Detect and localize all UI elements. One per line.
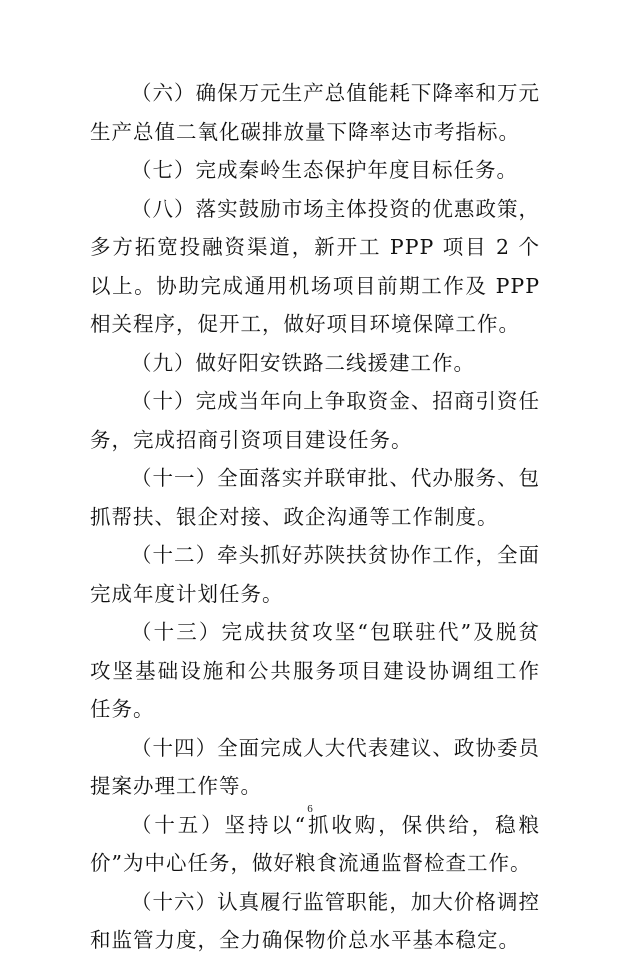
paragraph-12: （十二）牵头抓好苏陕扶贫协作工作，全面完成年度计划任务。 xyxy=(90,543,540,606)
paragraph-7: （七）完成秦岭生态保护年度目标任务。 xyxy=(131,158,518,182)
paragraph-15: （十五）坚持以“抓收购，保供给，稳粮价”为中心任务，做好粮食流通监督检查工作。 xyxy=(90,812,540,875)
page-number: 6 xyxy=(307,803,313,815)
paragraph-8: （八）落实鼓励市场主体投资的优惠政策，多方拓宽投融资渠道，新开工 PPP 项目 2 个以上。协助完成通用机场项目前期工作及 PPP 相关程序，促开工，做好项目环境保障工作。 xyxy=(90,196,540,336)
paragraph-6: （六）确保万元生产总值能耗下降率和万元生产总值二氧化碳排放量下降率达市考指标。 xyxy=(90,81,540,144)
paragraph-11: （十一）全面落实并联审批、代办服务、包抓帮扶、银企对接、政企沟通等工作制度。 xyxy=(90,466,540,529)
paragraph-9: （九）做好阳安铁路二线援建工作。 xyxy=(131,350,475,375)
paragraph-14: （十四）全面完成人大代表建议、政协委员提案办理工作等。 xyxy=(90,735,540,798)
paragraph-13: （十三）完成扶贫攻坚“包联驻代”及脱贫攻坚基础设施和公共服务项目建设协调组工作任务。 xyxy=(90,620,540,721)
document-body xyxy=(90,74,540,960)
paragraph-16: （十六）认真履行监管职能，加大价格调控和监管力度，全力确保物价总水平基本稳定。 xyxy=(90,889,540,952)
paragraph-10: （十）完成当年向上争取资金、招商引资任务，完成招商引资项目建设任务。 xyxy=(90,389,540,452)
